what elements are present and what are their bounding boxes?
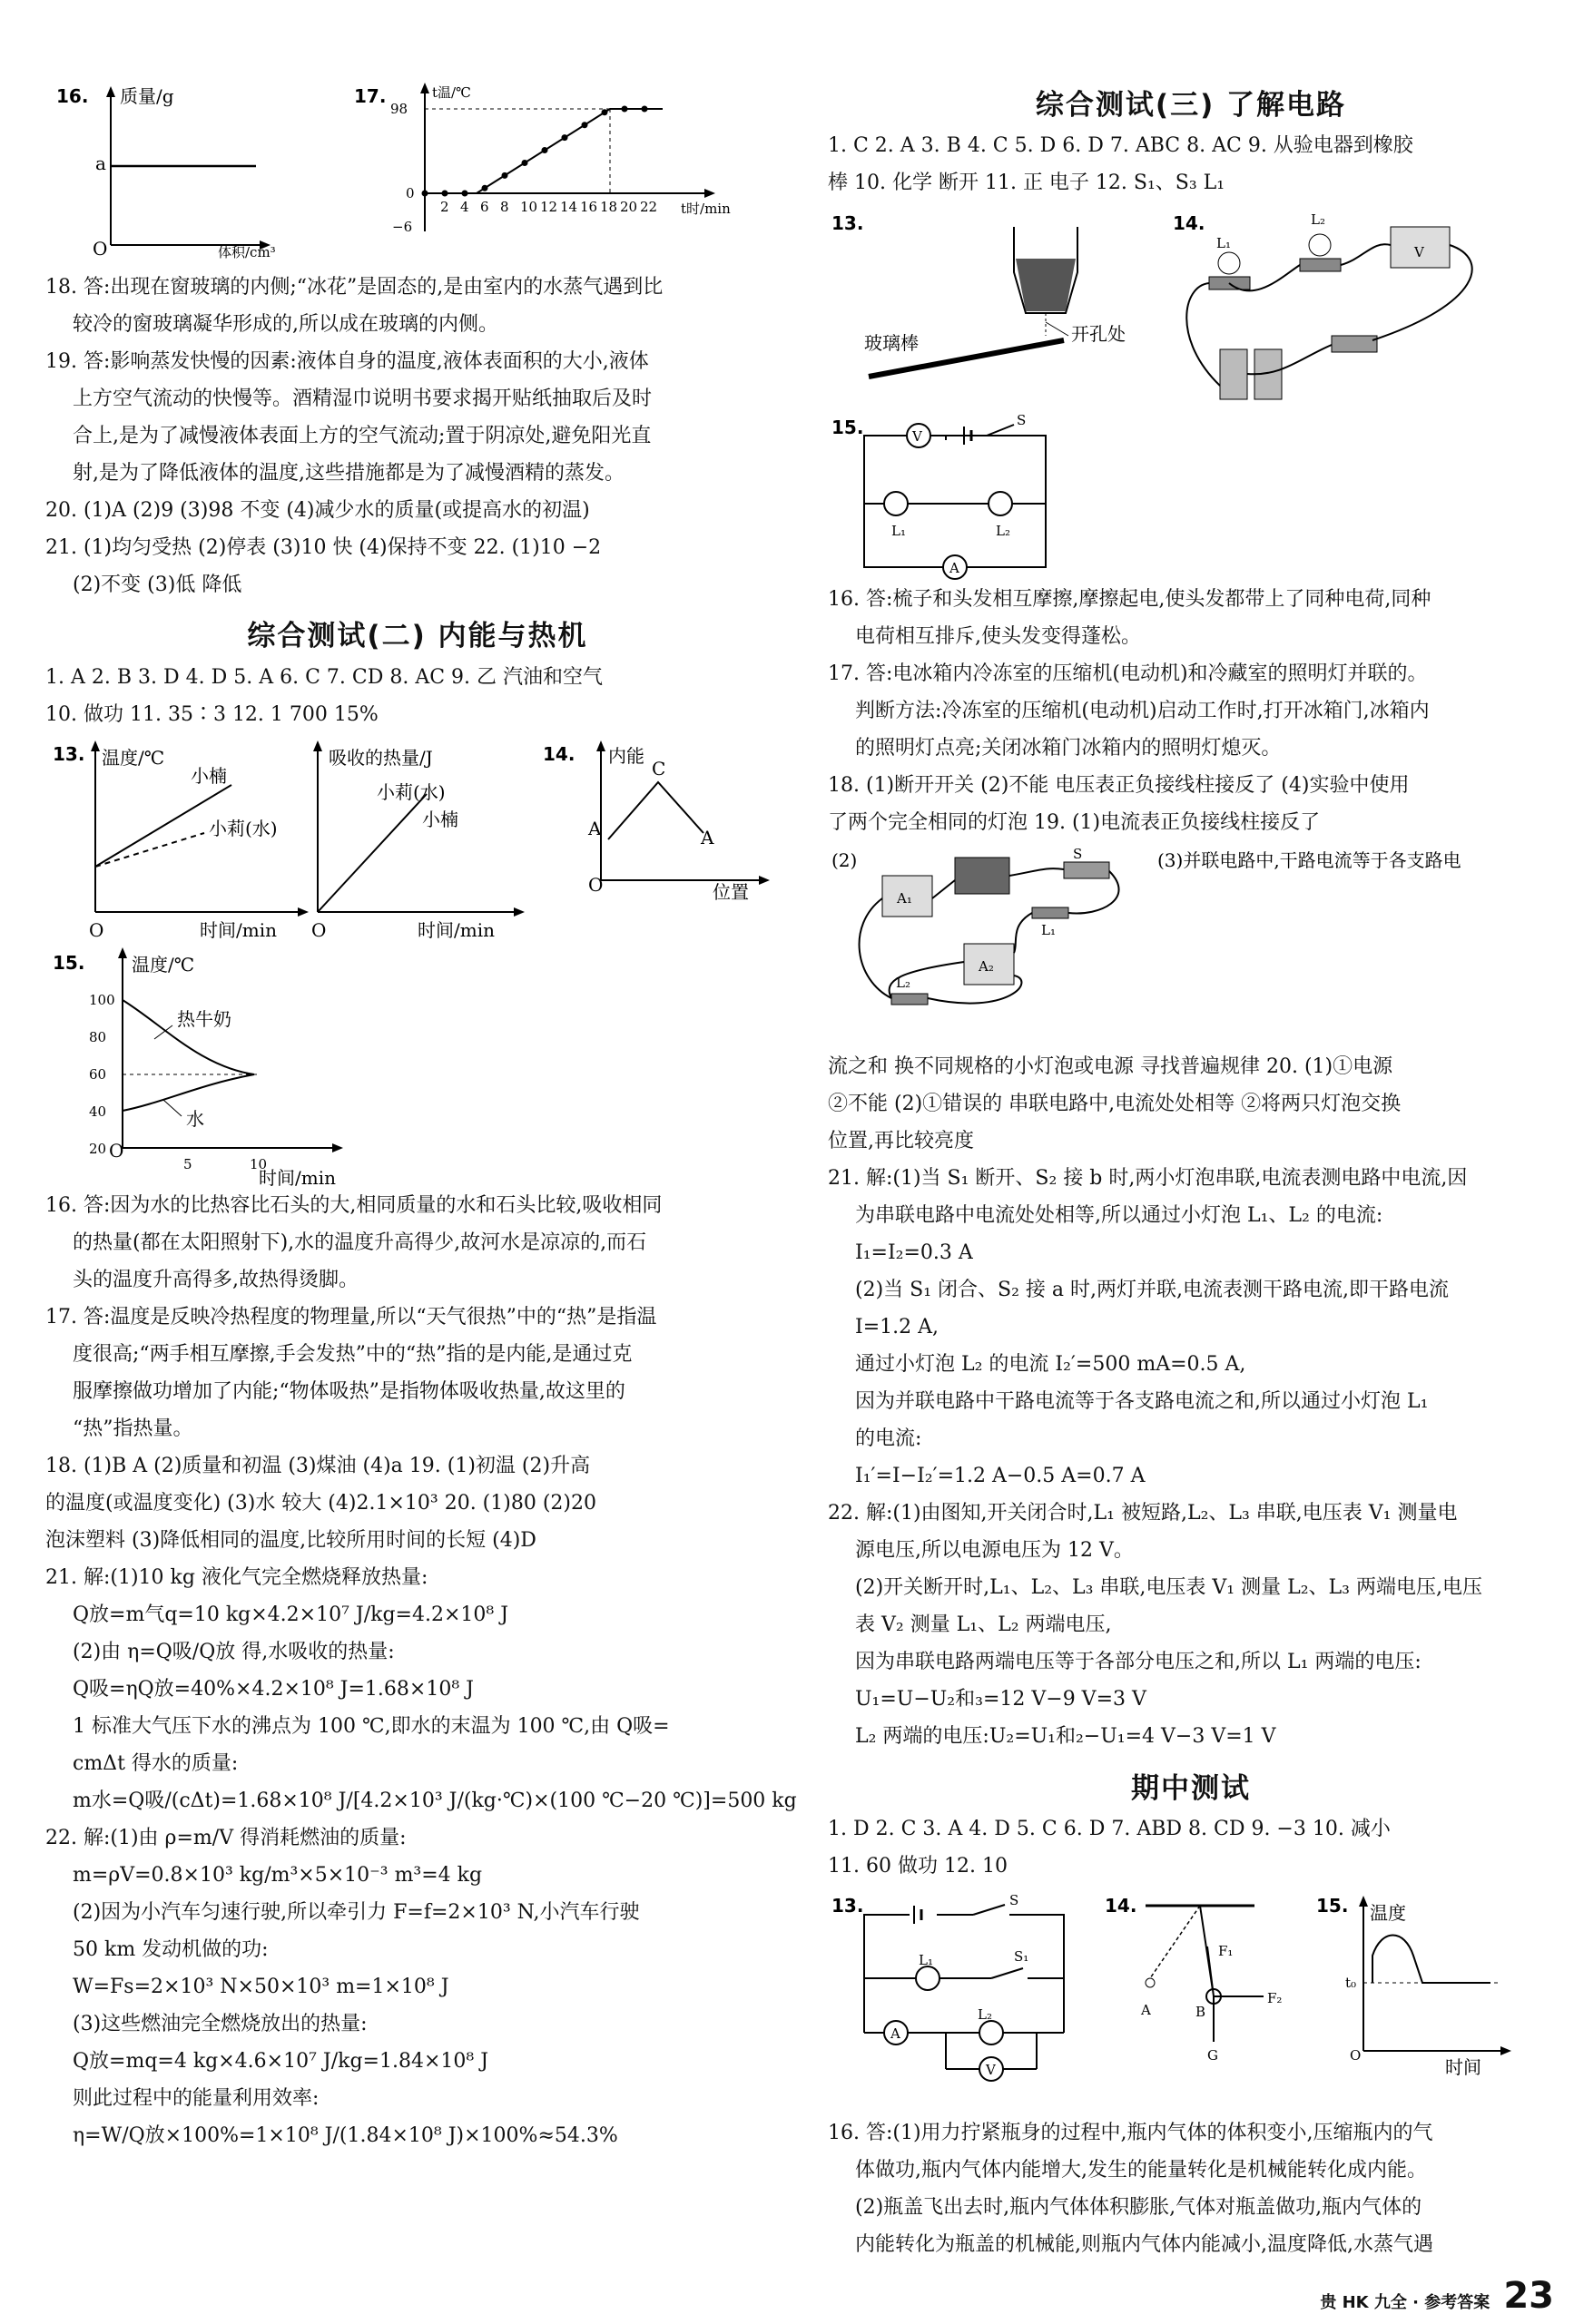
- text-line: 上方空气流动的快慢等。酒精湿巾说明书要求揭开贴纸抽取后及时: [73, 387, 653, 410]
- glass-rod-label: 玻璃棒: [864, 332, 919, 354]
- q17-xlabel: t时/min: [681, 201, 731, 217]
- beaker-liquid: [1016, 259, 1076, 311]
- text-line: 17. 答:温度是反映冷热程度的物理量,所以“天气很热”中的“热”是指温: [45, 1306, 657, 1329]
- q15-ytick-label: 20: [89, 1141, 107, 1157]
- text-line: 1. A 2. B 3. D 4. D 5. A 6. C 7. CD 8. AC 9. 乙 汽油和空气: [45, 666, 604, 689]
- text-line: L₂ 两端的电压:U₂=U₁和₂−U₁=4 V−3 V=1 V: [855, 1725, 1276, 1748]
- text-line: 19. 答:影响蒸发快慢的因素:液体自身的温度,液体表面积的大小,液体: [45, 350, 649, 373]
- q14-point-a2: A: [701, 827, 714, 848]
- q15-number: 15.: [53, 952, 85, 974]
- q16-origin: O: [93, 238, 108, 259]
- footer-label: 贵 HK 九全 · 参考答案: [1320, 2293, 1490, 2312]
- mid-origin: O: [1350, 2047, 1362, 2064]
- q17-xticks: [440, 199, 657, 215]
- text-line: (2)开关断开时,L₁、L₂、L₃ 串联,电压表 V₁ 测量 L₂、L₃ 两端电压,电压: [855, 1576, 1482, 1599]
- figures-q13-q14-electric: [828, 204, 1554, 408]
- text-line: m水=Q吸/(cΔt)=1.68×10⁸ J/[4.2×10³ J/(kg·℃)×(100 ℃−20 ℃)]=500 kg: [73, 1790, 797, 1812]
- q13a-origin: O: [89, 919, 104, 941]
- text-line: (2)不变 (3)低 降低: [73, 574, 242, 596]
- text-line: 11. 60 做功 12. 10: [828, 1855, 1008, 1878]
- q17-xtick-label: 16: [580, 199, 598, 215]
- q15-xtick-label: 5: [183, 1156, 192, 1172]
- text-line: 21. 解:(1)当 S₁ 断开、S₂ 接 b 时,两小灯泡串联,电流表测电路中电流,因: [828, 1167, 1468, 1190]
- q17-xtick-label: 2: [440, 199, 449, 215]
- text-line: 1. C 2. A 3. B 4. C 5. D 6. D 7. ABC 8. AC 9. 从验电器到橡胶: [828, 134, 1413, 157]
- text-line: “热”指热量。: [73, 1417, 193, 1440]
- text-line: 17. 答:电冰箱内冷冻室的压缩机(电动机)和冷藏室的照明灯并联的。: [828, 662, 1428, 685]
- figure-q19-circuit: [828, 844, 1554, 1035]
- text-line: 的电流:: [855, 1427, 922, 1450]
- q14-ylabel: 内能: [608, 745, 644, 767]
- text-line: 21. 解:(1)10 kg 液化气完全燃烧释放热量:: [45, 1566, 428, 1589]
- q13-number: 13.: [53, 743, 85, 765]
- q17-number: 17.: [354, 85, 387, 107]
- q17-points: [422, 106, 648, 197]
- text-line: 泡沫塑料 (3)降低相同的温度,比较所用时间的长短 (4)D: [45, 1529, 536, 1552]
- right-text-block-2: [828, 581, 1554, 841]
- q13b-xlabel: 时间/min: [418, 919, 495, 941]
- text-line: (2)由 η=Q吸/Q放 得,水吸收的热量:: [73, 1641, 395, 1663]
- text-line: 10. 做功 11. 35∶3 12. 1 700 15%: [45, 703, 379, 726]
- section-title-3: 综合测试(三) 了解电路: [1035, 89, 1347, 122]
- text-line: I=1.2 A,: [855, 1316, 939, 1339]
- text-line: (3)这些燃油完全燃烧放出的热量:: [73, 2013, 368, 2035]
- section-title-2: 综合测试(二) 内能与热机: [247, 620, 588, 652]
- text-line: 21. (1)均匀受热 (2)停表 (3)10 快 (4)保持不变 22. (1)10 −2: [45, 536, 602, 559]
- left-column: [45, 0, 797, 2324]
- q14-curve: [608, 782, 703, 839]
- q14-number: 14.: [1173, 212, 1205, 234]
- graph-q15: [45, 944, 790, 1189]
- q17-xtick-label: 18: [600, 199, 618, 215]
- q17-xtick-label: 8: [500, 199, 509, 215]
- q15-xlabel: 时间/min: [259, 1167, 336, 1189]
- text-line: 源电压,所以电源电压为 12 V。: [855, 1539, 1134, 1562]
- q16-ylabel: 质量/g: [120, 85, 174, 107]
- right-text-block-3: [828, 1048, 1554, 1755]
- text-line: 了两个完全相同的灯泡 19. (1)电流表正负接线柱接反了: [828, 811, 1321, 834]
- q17-data-point: [502, 172, 508, 179]
- left-text-block-3: [45, 1187, 797, 2154]
- text-line: Q吸=ηQ放=40%×4.2×10⁸ J=1.68×10⁸ J: [73, 1678, 474, 1701]
- figures-midterm-q13-q15: [828, 1892, 1554, 2083]
- q15-xticks: [183, 1156, 267, 1172]
- text-line: m=ρV=0.8×10³ kg/m³×5×10⁻³ m³=4 kg: [73, 1864, 483, 1887]
- q13-number: 13.: [831, 212, 864, 234]
- q17-data-point: [522, 160, 528, 166]
- q19-l2: L₂: [896, 975, 910, 991]
- text-line: 18. (1)断开开关 (2)不能 电压表正负接线柱接反了 (4)实验中使用: [828, 774, 1410, 797]
- text-line: 的照明灯点亮;关闭冰箱门冰箱内的照明灯熄灭。: [855, 737, 1282, 760]
- q17-xtick-label: 20: [620, 199, 638, 215]
- q15-ytick-label: 80: [89, 1029, 107, 1045]
- q17-data-point: [562, 134, 568, 141]
- q15-number: 15.: [831, 417, 864, 438]
- mid-f1: F₁: [1218, 1943, 1234, 1959]
- text-line: 判断方法:冷冻室的压缩机(电动机)启动工作时,打开冰箱门,冰箱内: [855, 700, 1430, 722]
- q17-data-point: [422, 191, 428, 197]
- q15-yticks: [89, 992, 115, 1157]
- q17-tick-neg6: −6: [392, 219, 413, 235]
- q13a-line-li: [95, 833, 204, 867]
- text-line: 16. 答:(1)用力拧紧瓶身的过程中,瓶内气体的体积变小,压缩瓶内的气: [828, 2122, 1433, 2144]
- q15-ytick-label: 100: [89, 992, 115, 1008]
- mid-point-b: B: [1195, 2004, 1206, 2020]
- mid-point-a: A: [1141, 2002, 1151, 2018]
- q17-xtick-label: 10: [520, 199, 538, 215]
- text-line: 则此过程中的能量利用效率:: [73, 2087, 320, 2110]
- text-line: 16. 答:因为水的比热容比石头的大,相同质量的水和石头比较,吸收相同: [45, 1194, 663, 1217]
- q15-water-label: 水: [186, 1108, 204, 1130]
- q16-number: 16.: [56, 85, 89, 107]
- section-title-4: 期中测试: [1131, 1772, 1251, 1805]
- q17-data-point: [482, 185, 488, 191]
- q14-l1: L₁: [1216, 235, 1231, 251]
- q13a-xlabel: 时间/min: [200, 919, 277, 941]
- q17-xtick-label: 12: [540, 199, 558, 215]
- text-line: Q放=m气q=10 kg×4.2×10⁷ J/kg=4.2×10⁸ J: [73, 1603, 509, 1626]
- q19-tail-text: (3)并联电路中,干路电流等于各支路电: [1157, 849, 1461, 871]
- q15-l1: L₁: [891, 523, 906, 539]
- q17-data-point: [642, 106, 648, 113]
- q19-part-number: (2): [831, 849, 858, 871]
- q17-xtick-label: 14: [560, 199, 578, 215]
- q17-tick-98: 98: [390, 101, 408, 117]
- right-text-block-5: [828, 2114, 1554, 2263]
- text-line: I₁=I₂=0.3 A: [855, 1241, 973, 1264]
- text-line: 50 km 发动机做的功:: [73, 1938, 269, 1961]
- text-line: 20. (1)A (2)9 (3)98 不变 (4)减少水的质量(或提高水的初温): [45, 499, 590, 522]
- right-text-block-4: [828, 1810, 1554, 1885]
- text-line: 头的温度升高得多,故热得烫脚。: [73, 1269, 359, 1291]
- q15-s: S: [1017, 412, 1027, 428]
- q17-data-point: [542, 147, 548, 153]
- text-line: U₁=U−U₂和₃=12 V−9 V=3 V: [855, 1688, 1146, 1711]
- text-line: 为串联电路中电流处处相等,所以通过小灯泡 L₁、L₂ 的电流:: [855, 1204, 1383, 1227]
- text-line: η=W/Q放×100%=1×10⁸ J/(1.84×10⁸ J)×100%≈54.3%: [73, 2124, 618, 2147]
- text-line: (2)瓶盖飞出去时,瓶内气体体积膨胀,气体对瓶盖做功,瓶内气体的: [855, 2196, 1422, 2219]
- text-line: 因为并联电路中干路电流等于各支路电流之和,所以通过小灯泡 L₁: [855, 1390, 1429, 1413]
- text-line: 体做功,瓶内气体内能增大,发生的能量转化是机械能转化成内能。: [855, 2159, 1427, 2182]
- page-footer: [1320, 2275, 1554, 2317]
- text-line: 流之和 换不同规格的小灯泡或电源 寻找普遍规律 20. (1)①电源: [828, 1055, 1393, 1078]
- right-column: [828, 0, 1554, 2324]
- graphs-q16-q17: [45, 77, 790, 259]
- q15-water-curve: [123, 1074, 254, 1111]
- mid-l2: L₂: [978, 2006, 992, 2023]
- q13b-origin: O: [311, 919, 327, 941]
- text-line: 服摩擦做功增加了内能;“物体吸热”是指物体吸收热量,故这里的: [73, 1380, 625, 1403]
- text-line: 1 标准大气压下水的沸点为 100 ℃,即水的末温为 100 ℃,由 Q吸=: [73, 1715, 670, 1738]
- text-line: 较冷的窗玻璃凝华形成的,所以成在玻璃的内侧。: [73, 313, 498, 336]
- q17-data-point: [442, 191, 448, 197]
- q19-s: S: [1073, 846, 1083, 862]
- q17-data-point: [462, 191, 468, 197]
- q15-a: A: [949, 560, 959, 576]
- q13b-ylabel: 吸收的热量/J: [329, 747, 433, 769]
- text-line: 合上,是为了减慢液体表面上方的空气流动;置于阴凉处,避免阳光直: [73, 425, 652, 447]
- q14-point-c: C: [652, 758, 666, 780]
- q13b-line: [318, 794, 427, 912]
- q14-point-a: A: [588, 818, 602, 839]
- q17-tick-0: 0: [406, 185, 415, 201]
- mid-q15-curve: [1372, 1936, 1490, 1984]
- q15-v: V: [912, 428, 922, 445]
- mid-v: V: [986, 2062, 996, 2078]
- text-line: W=Fs=2×10³ N×50×10³ m=1×10⁸ J: [73, 1976, 449, 1998]
- q15-ylabel: 温度/℃: [132, 954, 195, 976]
- q14-origin: O: [588, 874, 604, 896]
- text-line: 的热量(都在太阳照射下),水的温度升高得少,故河水是凉凉的,而石: [73, 1231, 647, 1254]
- mid-xlabel: 时间: [1445, 2056, 1481, 2078]
- q17-xtick-label: 22: [640, 199, 658, 215]
- text-line: ②不能 (2)①错误的 串联电路中,电流处处相等 ②将两只灯泡交换: [828, 1093, 1402, 1115]
- q14-v: V: [1414, 244, 1424, 260]
- text-line: 22. 解:(1)由 ρ=m/V 得消耗燃油的质量:: [45, 1827, 407, 1849]
- q17-data-point: [582, 122, 588, 128]
- left-text-block-2: [45, 659, 790, 733]
- q17-data-point: [622, 106, 628, 113]
- q13b-label-li: 小莉(水): [377, 781, 446, 803]
- text-line: 的温度(或温度变化) (3)水 较大 (4)2.1×10³ 20. (1)80 (2)20: [45, 1492, 596, 1515]
- q19-a2: A₂: [979, 958, 994, 975]
- mid-t0: t₀: [1345, 1975, 1357, 1991]
- text-line: 16. 答:梳子和头发相互摩擦,摩擦起电,使头发都带上了同种电荷,同种: [828, 588, 1431, 611]
- q13a-label-nan: 小楠: [191, 765, 227, 787]
- q15-ytick-label: 40: [89, 1103, 107, 1120]
- q16-xlabel: 体积/cm³: [218, 244, 276, 259]
- text-line: 射,是为了降低液体的温度,这些措施都是为了减慢酒精的蒸发。: [73, 462, 625, 485]
- q19-a1: A₁: [897, 890, 912, 907]
- q15-origin: O: [109, 1140, 124, 1162]
- q17-data-point: [602, 109, 608, 115]
- q15-ytick-label: 60: [89, 1066, 107, 1083]
- mid-g: G: [1207, 2047, 1218, 2064]
- mid-s: S: [1009, 1892, 1019, 1908]
- text-line: 内能转化为瓶盖的机械能,则瓶内气体内能减小,温度降低,水蒸气遇: [855, 2233, 1433, 2256]
- q14-l2: L₂: [1311, 211, 1325, 228]
- left-text-block-1: [45, 269, 790, 603]
- text-line: 电荷相互排斥,使头发变得蓬松。: [855, 625, 1141, 648]
- text-line: 因为串联电路两端电压等于各部分电压之和,所以 L₁ 两端的电压:: [855, 1651, 1422, 1673]
- hole-label: 开孔处: [1071, 323, 1126, 345]
- text-line: 18. (1)B A (2)质量和初温 (3)煤油 (4)a 19. (1)初温 (2)升高: [45, 1455, 591, 1477]
- graphs-q13-q14: [45, 735, 790, 948]
- q14-number: 14.: [543, 743, 575, 765]
- text-line: 1. D 2. C 3. A 4. D 5. C 6. D 7. ABD 8. CD 9. −3 10. 减小: [828, 1818, 1391, 1840]
- mid-l1: L₁: [919, 1952, 933, 1968]
- text-line: 通过小灯泡 L₂ 的电流 I₂′=500 mA=0.5 A,: [855, 1353, 1246, 1376]
- right-text-block-1: [828, 127, 1554, 201]
- page-number: 23: [1503, 2275, 1554, 2317]
- text-line: Q放=mq=4 kg×4.6×10⁷ J/kg=1.84×10⁸ J: [73, 2050, 489, 2073]
- q17-xtick-label: 4: [460, 199, 469, 215]
- mid-q14-number: 14.: [1105, 1895, 1137, 1917]
- text-line: (2)当 S₁ 闭合、S₂ 接 a 时,两灯并联,电流表测干路电流,即干路电流: [855, 1279, 1450, 1301]
- text-line: 度很高;“两手相互摩擦,手会发热”中的“热”指的是内能,是通过克: [73, 1343, 633, 1366]
- text-line: 22. 解:(1)由图知,开关闭合时,L₁ 被短路,L₂、L₃ 串联,电压表 V₁ 测量电: [828, 1502, 1458, 1525]
- q14-xlabel: 位置: [713, 881, 749, 903]
- q13a-ylabel: 温度/℃: [102, 747, 165, 769]
- q13a-label-li: 小莉(水): [209, 818, 278, 839]
- mid-q15-ylabel: 温度: [1370, 1902, 1406, 1924]
- circuit-q15: [828, 408, 1554, 581]
- q13b-label-nan: 小楠: [422, 809, 458, 830]
- text-line: cmΔt 得水的质量:: [73, 1752, 239, 1775]
- text-line: 位置,再比较亮度: [828, 1130, 974, 1152]
- q17-ylabel: t温/℃: [432, 84, 471, 101]
- q19-l1: L₁: [1041, 922, 1056, 938]
- text-line: (2)因为小汽车匀速行驶,所以牵引力 F=f=2×10³ N,小汽车行驶: [73, 1901, 640, 1924]
- text-line: 18. 答:出现在窗玻璃的内侧;“冰花”是固态的,是由室内的水蒸气遇到比: [45, 276, 664, 299]
- mid-f2: F₂: [1267, 1990, 1283, 2006]
- mid-q15-number: 15.: [1316, 1895, 1349, 1917]
- q17-xtick-label: 6: [480, 199, 489, 215]
- mid-s1: S₁: [1014, 1948, 1029, 1965]
- q15-l2: L₂: [996, 523, 1010, 539]
- q16-a-label: a: [95, 152, 106, 174]
- q15-milk-label: 热牛奶: [177, 1008, 231, 1030]
- text-line: 棒 10. 化学 断开 11. 正 电子 12. S₁、S₃ L₁: [828, 172, 1225, 194]
- text-line: I₁′=I−I₂′=1.2 A−0.5 A=0.7 A: [855, 1465, 1146, 1487]
- text-line: 表 V₂ 测量 L₁、L₂ 两端电压,: [855, 1613, 1112, 1636]
- mid-a: A: [890, 2025, 900, 2042]
- q15-xtick-label: 10: [250, 1156, 268, 1172]
- mid-q13-number: 13.: [831, 1895, 864, 1917]
